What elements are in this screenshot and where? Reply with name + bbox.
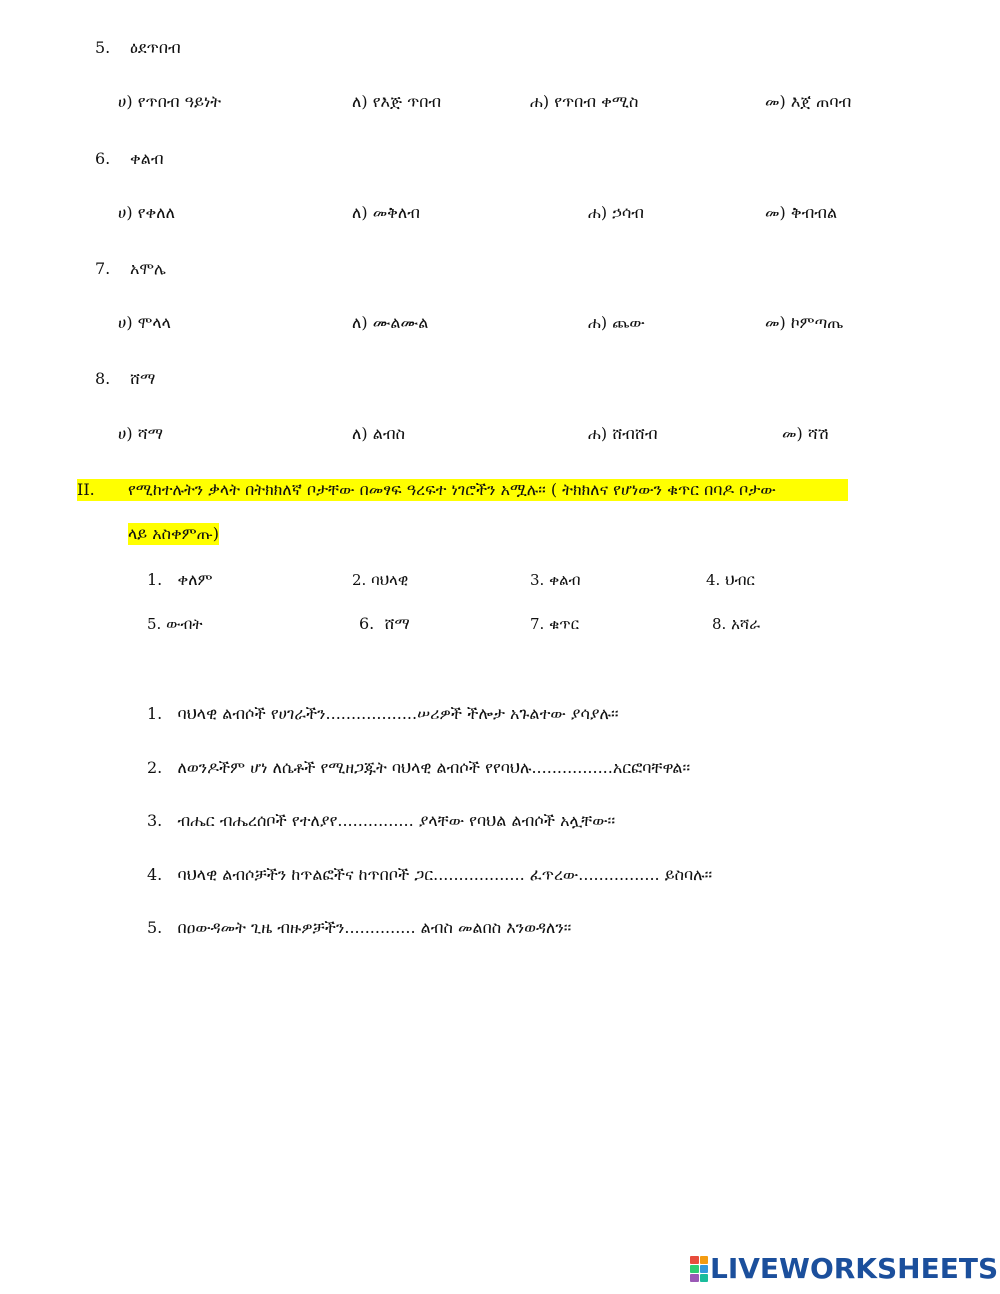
option-letter: ለ): [352, 313, 368, 332]
question-number: 7.: [95, 259, 111, 278]
option-c[interactable]: [588, 203, 644, 223]
word-bank-item: [147, 614, 203, 634]
option-letter: ሐ): [588, 424, 608, 443]
option-letter: ለ): [352, 92, 368, 111]
option-letter: ሐ): [530, 92, 550, 111]
liveworksheets-logo[interactable]: [690, 1254, 998, 1284]
option-text: ሻማ: [137, 424, 164, 443]
word-bank-word: አሻራ: [731, 615, 761, 633]
sentence-number: 5.: [147, 918, 163, 937]
option-b[interactable]: [352, 313, 428, 333]
word-bank-word: ህብር: [725, 571, 755, 589]
question-word: ዕደጥበብ: [130, 38, 181, 57]
sentence-item: [147, 704, 619, 724]
option-a[interactable]: [118, 203, 175, 223]
option-text: ኃሳብ: [612, 203, 644, 222]
option-text: የእጅ ጥበብ: [372, 92, 442, 111]
section-instruction-line2: ላይ አስቀምጡ): [128, 524, 220, 543]
option-d[interactable]: [782, 424, 829, 444]
word-bank-item: [712, 614, 760, 634]
question-word: ቀልብ: [130, 149, 164, 168]
sentence-number: 2.: [147, 758, 163, 777]
option-letter: ሐ): [588, 313, 608, 332]
option-text: ሻሽ: [807, 424, 829, 443]
option-a[interactable]: [118, 92, 221, 112]
option-letter: መ): [765, 92, 786, 111]
question-word: ሸማ: [130, 369, 156, 388]
logo-mark-cell: [700, 1274, 709, 1282]
option-d[interactable]: [765, 92, 851, 112]
option-a[interactable]: [118, 424, 163, 444]
sentence-text: ለወንዶችም ሆነ ለሴቶች የሚዘጋጁት ባህላዊ ልብሶች የየባህሉ................አርፎባቸዋል፡፡: [177, 758, 691, 777]
option-letter: መ): [782, 424, 803, 443]
sentence-item: [147, 918, 571, 938]
sentence-item: [147, 758, 690, 778]
option-text: ሙልሙል: [372, 313, 429, 332]
question-number: 6.: [95, 149, 111, 168]
option-text: የጥበብ ዓይነት: [137, 92, 222, 111]
word-bank-number: 1.: [147, 570, 163, 589]
question-number: 8.: [95, 369, 111, 388]
option-c[interactable]: [588, 313, 645, 333]
sentence-text: ብሔር ብሔረሰቦች የተለያየ............... ያላቸው የባህል ልብሶች አሏቸው፡፡: [177, 811, 616, 830]
sentence-item: [147, 811, 615, 831]
sentence-text: በዐውዳመት ጊዜ ብዙዎቻችን.............. ልብስ መልበስ እንወዳለን፡፡: [177, 918, 572, 937]
option-c[interactable]: [588, 424, 658, 444]
word-bank-word: ቀለም: [177, 570, 213, 589]
option-letter: መ): [765, 313, 786, 332]
word-bank-item: [147, 570, 213, 590]
word-bank-item: [530, 570, 581, 590]
word-bank-word: ቀልብ: [549, 571, 581, 589]
option-letter: ለ): [352, 203, 368, 222]
word-bank-number: 5.: [147, 615, 162, 633]
option-a[interactable]: [118, 313, 171, 333]
word-bank-word: ቁጥር: [549, 615, 580, 633]
option-letter: ሀ): [118, 203, 133, 222]
logo-mark-cell: [700, 1256, 709, 1264]
question-word: አሞሌ: [130, 259, 166, 278]
option-letter: ሐ): [588, 203, 608, 222]
word-bank-number: 8.: [712, 615, 727, 633]
option-text: ጨው: [612, 313, 645, 332]
sentence-text: ባህላዊ ልብሶቻችን ከጥልፎችና ከጥበቦች ጋር.................. ፈጥረው................ ይስባሉ፡፡: [177, 865, 713, 884]
option-text: ኮምጣጤ: [790, 313, 844, 332]
option-text: ሞላላ: [137, 313, 171, 332]
word-bank-item: [706, 570, 755, 590]
option-b[interactable]: [352, 203, 420, 223]
logo-mark-cell: [690, 1256, 699, 1264]
option-text: እጀ ጠባብ: [790, 92, 852, 111]
word-bank-word: ሸማ: [384, 614, 410, 633]
option-text: የጥበብ ቀሚስ: [554, 92, 639, 111]
question-number: 5.: [95, 38, 111, 57]
option-b[interactable]: [352, 424, 405, 444]
logo-mark-cell: [690, 1274, 699, 1282]
word-bank-item: [359, 614, 410, 634]
logo-text: LIVEWORKSHEETS: [710, 1252, 999, 1285]
word-bank-word: ባህላዊ: [371, 571, 409, 589]
section-instruction-line1: የሚከተሉትን ቃላት በትክክለኛ ቦታቸው በመፃፍ ዓረፍተ ነገሮችን አሟሉ፡፡ ( ትክክለና የሆነውን ቁጥር በባዶ ቦታው: [128, 479, 848, 501]
word-bank-number: 6.: [359, 614, 375, 633]
sentence-text: ባህላዊ ልብሶች የሀገራችን..................ሠሪዎች ችሎታ አጉልተው ያሳያሉ፡፡: [177, 704, 619, 723]
sentence-number: 3.: [147, 811, 163, 830]
sentence-number: 4.: [147, 865, 163, 884]
word-bank-number: 7.: [530, 615, 545, 633]
word-bank-number: 4.: [706, 571, 721, 589]
option-text: ልብስ: [372, 424, 405, 443]
sentence-item: [147, 865, 712, 885]
option-text: የቀለለ: [137, 203, 176, 222]
sentence-number: 1.: [147, 704, 163, 723]
option-c[interactable]: [530, 92, 638, 112]
section-number: II.: [77, 479, 128, 501]
word-bank-word: ውብት: [166, 615, 203, 633]
option-d[interactable]: [765, 203, 837, 223]
word-bank-item: [530, 614, 579, 634]
option-text: ቅብብል: [790, 203, 838, 222]
word-bank-number: 3.: [530, 571, 545, 589]
logo-mark-icon: [690, 1256, 708, 1282]
option-letter: ሀ): [118, 92, 133, 111]
option-b[interactable]: [352, 92, 441, 112]
option-text: ሸብሸብ: [612, 424, 658, 443]
word-bank-number: 2.: [352, 571, 367, 589]
option-text: መቅለብ: [372, 203, 421, 222]
word-bank-item: [352, 570, 408, 590]
option-letter: ለ): [352, 424, 368, 443]
option-letter: ሀ): [118, 313, 133, 332]
option-d[interactable]: [765, 313, 843, 333]
logo-mark-cell: [690, 1265, 699, 1273]
logo-mark-cell: [700, 1265, 709, 1273]
option-letter: መ): [765, 203, 786, 222]
option-letter: ሀ): [118, 424, 133, 443]
